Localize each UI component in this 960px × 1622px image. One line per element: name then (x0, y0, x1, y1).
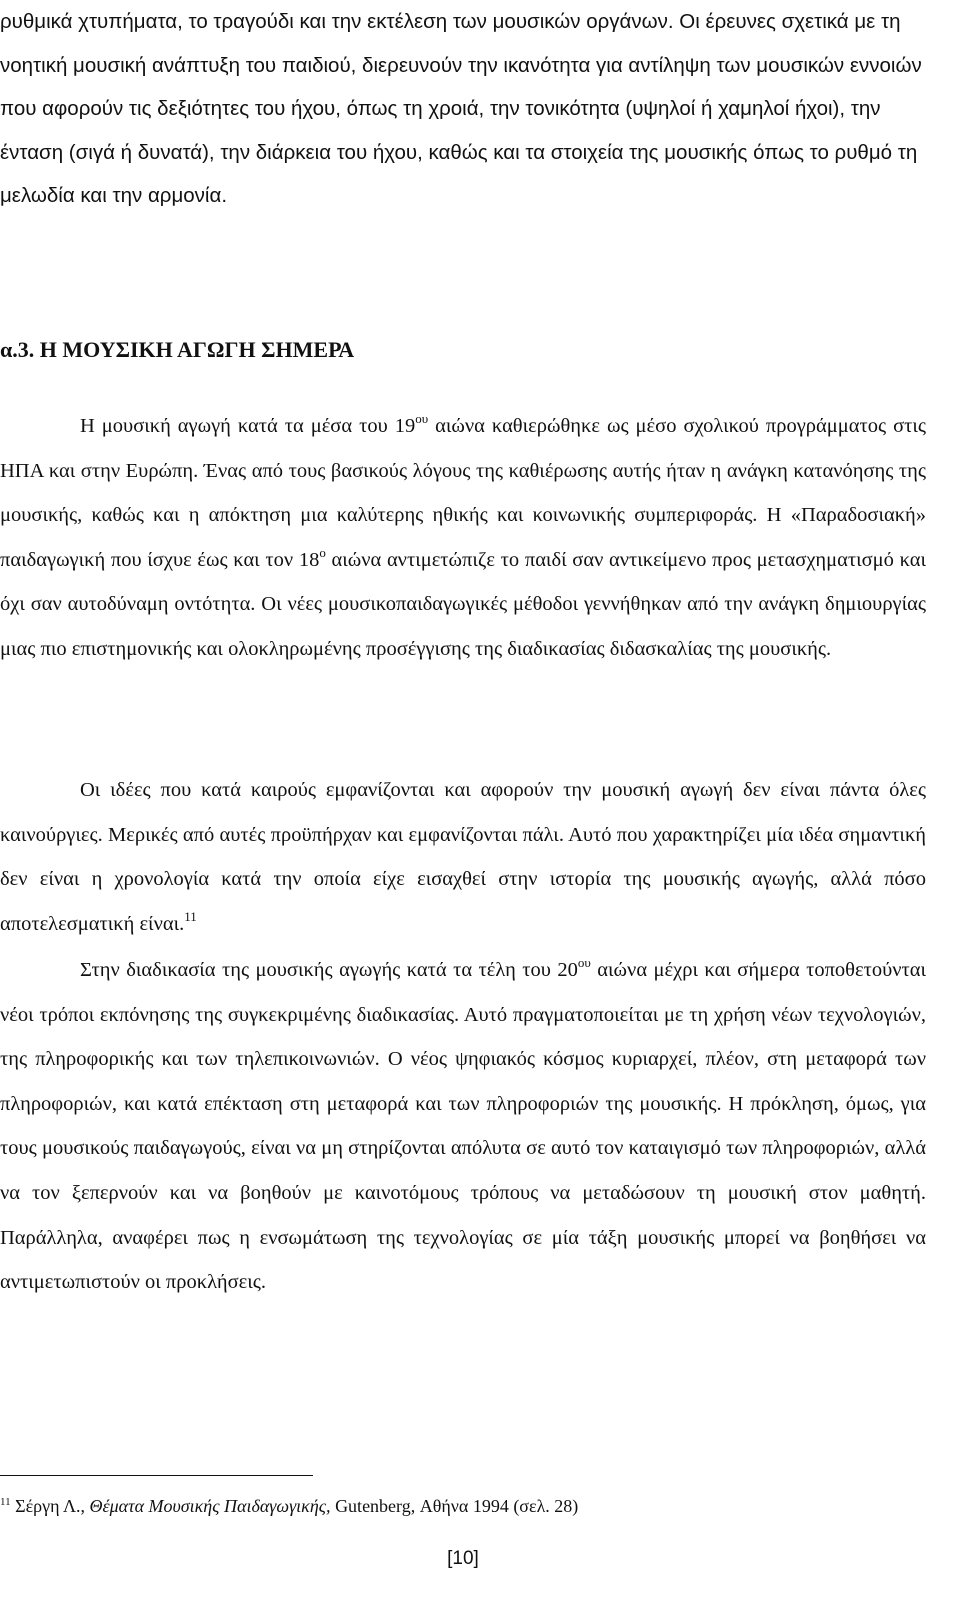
body-paragraph-3 (0, 948, 926, 1305)
paragraph-text: Στην διαδικασία της μουσικής αγωγής κατά τα τέλη του 20 (80, 959, 578, 981)
footnote (0, 1494, 578, 1518)
footnote-title: Θέματα Μουσικής Παιδαγωγικής, (89, 1496, 331, 1516)
footnote-separator (0, 1475, 313, 1476)
footnote-author: Σέργη Λ., (10, 1496, 90, 1516)
paragraph-text: Η μουσική αγωγή κατά τα μέσα του 19 (80, 415, 416, 437)
paragraph-text: Οι ιδέες που κατά καιρούς εμφανίζονται και αφορούν την μουσική αγωγή δεν είναι πάντα όλες καινούργιες. Μερικές από αυτές προϋπήρχαν και εμφανίζονται πάλι. Αυτό που χαρακτηρίζει μία ιδέα σημαντική δεν είναι η χρονολογία κατά την οποία είχε εισαχθεί στην ιστορία της μουσικής αγωγής, αλλά πόσο αποτελεσματική είναι. (0, 779, 926, 935)
footnote-reference[interactable]: 11 (184, 908, 197, 924)
footnote-publisher: Gutenberg, Αθήνα 1994 (σελ. 28) (330, 1496, 579, 1516)
body-paragraph-2 (0, 768, 926, 946)
body-paragraph-1 (0, 404, 926, 672)
footnote-number: 11 (0, 1496, 11, 1508)
page-number: [10] (447, 1548, 479, 1569)
superscript: ου (415, 411, 429, 426)
superscript: ο (319, 544, 326, 560)
paragraph-text: αιώνα αντιμετώπιζε το παιδί σαν αντικείμενο προς μετασχηματισμό και όχι σαν αυτοδύναμη οντότητα. Οι νέες μουσικοπαιδαγωγικές μέθοδοι γεννήθηκαν από την ανάγκη δημιουργίας μιας πιο επιστημονικής και ολοκληρωμένης προσέγγισης της διαδικασίας διδασκαλίας της μουσικής. (0, 548, 926, 660)
paragraph-text: αιώνα μέχρι και σήμερα τοποθετούνται νέοι τρόποι εκπόνησης της συγκεκριμένης διαδικασίας. Αυτό πραγματοποιείται με τη χρήση νέων τεχνολογιών, της πληροφορικής και των τηλεπικοινωνιών. Ο νέος ψηφιακός κόσμος κυριαρχεί, πλέον, στη μεταφορά των πληροφοριών, και κατά επέκταση στη μεταφορά και των πληροφοριών της μουσικής. Η πρόκληση, όμως, για τους μουσικούς παιδαγωγούς, είναι να μη στηρίζονται απόλυτα σε αυτό τον καταιγισμό των πληροφοριών, αλλά να τον ξεπερνούν και να βοηθούν με καινοτόμους τρόπους να μεταδώσουν τη μουσική στον μαθητή. Παράλληλα, αναφέρει πως η ενσωμάτωση της τεχνολογίας σε μία τάξη μουσικής μπορεί να βοηθήσει να αντιμετωπιστούν οι προκλήσεις. (0, 959, 926, 1294)
section-heading: α.3. Η ΜΟΥΣΙΚΗ ΑΓΩΓΗ ΣΗΜΕΡΑ (0, 337, 355, 362)
paragraph-text: αιώνα καθιερώθηκε ως μέσο σχολικού προγράμματος στις ΗΠΑ και στην Ευρώπη. Ένας από τους βασικούς λόγους της καθιέρωσης αυτής ήταν η ανάγκη κατανόησης της μουσικής, καθώς και η απόκτηση μια καλύτερης ηθικής και κοινωνικής συμπεριφοράς. Η «Παραδοσιακή» παιδαγωγική που ίσχυε έως και τον 18 (0, 415, 926, 571)
superscript: ου (577, 955, 591, 970)
intro-paragraph: ρυθμικά χτυπήματα, το τραγούδι και την εκτέλεση των μουσικών οργάνων. Οι έρευνες σχετικά με τη νοητική μουσική ανάπτυξη του παιδιού, διερευνούν την ικανότητα για αντίληψη των μουσικών εννοιών που αφορούν τις δεξιότητες του ήχου, όπως τη χροιά, την τονικότητα (υψηλοί ή χαμηλοί ήχοι), την ένταση (σιγά ή δυνατά), την διάρκεια του ήχου, καθώς και τα στοιχεία της μουσικής όπως το ρυθμό τη μελωδία και την αρμονία. (0, 10, 922, 208)
